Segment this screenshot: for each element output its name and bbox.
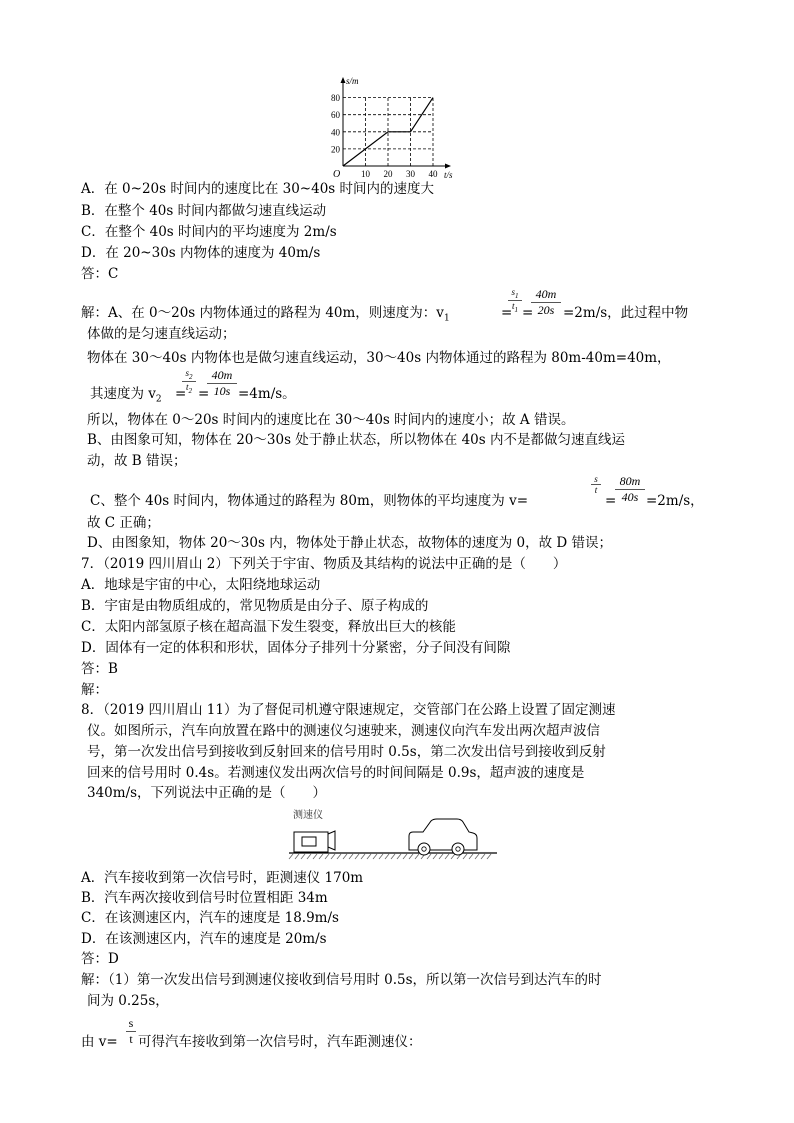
q6-solution-line-6: B、由图象可知，物体在 20～30s 处于静止状态，所以物体在 40s 内不是都做匀速直线运 bbox=[87, 432, 625, 448]
q8-answer: 答：D bbox=[81, 951, 119, 967]
hatch-mark bbox=[319, 854, 323, 859]
q8-stem-line-4: 回来的信号用时 0.4s。若测速仪发出两次信号的时间间隔是 0.9s，超声波的速度是 bbox=[87, 765, 585, 781]
q6-solution-line-2: 体做的是匀速直线运动； bbox=[87, 326, 236, 342]
q6-solution-line-10: D、由图象知，物体 20～30s 内，物体处于静止状态，故物体的速度为 0，故 D 错误； bbox=[87, 535, 612, 551]
q6-sol1-equals-2: = bbox=[522, 305, 534, 321]
q8-option-d: D．在该测速区内，汽车的速度是 20m/s bbox=[81, 931, 327, 947]
q7-solution: 解： bbox=[81, 682, 108, 698]
y-tick-label: 20 bbox=[331, 144, 340, 155]
q7-option-c: C．太阳内部氢原子核在超高温下发生裂变，释放出巨大的核能 bbox=[81, 619, 456, 635]
s-t-graph bbox=[320, 74, 460, 182]
y-axis-arrow bbox=[341, 77, 346, 83]
q8-option-c: C．在该测速区内，汽车的速度是 18.9m/s bbox=[81, 910, 339, 926]
q6-sol4-equals-2: = bbox=[198, 386, 210, 402]
x-axis-label: t/s bbox=[444, 170, 453, 180]
q7-stem: 7．（2019 四川眉山 2）下列关于宇宙、物质及其结构的说法中正确的是（ ） bbox=[81, 556, 567, 572]
hatch-mark bbox=[337, 854, 341, 859]
hatch-mark bbox=[415, 854, 419, 859]
hatch-mark bbox=[469, 854, 473, 859]
hatch-mark bbox=[487, 854, 491, 859]
q8-stem-line-3: 号，第一次发出信号到接收到反射回来的信号用时 0.5s，第二次发出信号到接收到反射 bbox=[87, 744, 606, 760]
hatch-mark bbox=[379, 854, 383, 859]
hatch-mark bbox=[475, 854, 479, 859]
q8-stem-line-1: 8．（2019 四川眉山 11）为了督促司机遵守限速规定，交管部门在公路上设置了固定测速 bbox=[81, 702, 616, 718]
fraction-s1-over-t1: $s_1$ $t_1$ bbox=[508, 287, 522, 314]
hatch-mark bbox=[481, 854, 485, 859]
q6-sol8-post: =2m/s， bbox=[646, 493, 704, 509]
hatch-mark bbox=[451, 854, 455, 859]
q6-sol1-post: =2m/s，此过程中物 bbox=[563, 305, 689, 321]
q6-sol4-post: =4m/s。 bbox=[238, 386, 296, 402]
q6-sol1-equals-1: = bbox=[501, 305, 513, 321]
q7-option-a: A．地球是宇宙的中心，太阳绕地球运动 bbox=[81, 577, 321, 593]
x-tick-label: 20 bbox=[383, 169, 393, 179]
y-tick-label: 60 bbox=[331, 110, 340, 121]
hatch-mark bbox=[397, 854, 401, 859]
hatch-mark bbox=[391, 854, 395, 859]
hatch-mark bbox=[325, 854, 329, 859]
q6-sol8-equals: = bbox=[605, 493, 617, 509]
x-tick-label: 30 bbox=[406, 169, 415, 179]
x-axis-arrow bbox=[445, 164, 451, 169]
q6-solution-line-5: 所以，物体在 0～20s 时间内的速度比在 30～40s 时间内的速度小；故 A 错误。 bbox=[87, 412, 575, 428]
fraction-40m-over-10s: 40m 10s bbox=[207, 368, 237, 399]
origin-label: O bbox=[333, 169, 341, 180]
q6-solution-line-3: 物体在 30～40s 内物体也是做匀速直线运动，30～40s 内物体通过的路程为 80m-40m=40m， bbox=[87, 350, 671, 366]
q6-solution-line-9: 故 C 正确； bbox=[87, 515, 160, 531]
hatch-mark bbox=[349, 854, 353, 859]
q8-solution-line-1: 解：（1）第一次发出信号到测速仪接收到信号用时 0.5s，所以第一次信号到达汽车的时 bbox=[81, 972, 602, 988]
hatch-mark bbox=[403, 854, 407, 859]
hatch-mark bbox=[463, 854, 467, 859]
y-tick-label: 40 bbox=[331, 127, 340, 138]
hatch-mark bbox=[343, 854, 347, 859]
q6-option-c: C．在整个 40s 时间内的平均速度为 2m/s bbox=[81, 224, 337, 240]
hatch-mark bbox=[367, 854, 371, 859]
camera-lens bbox=[328, 831, 335, 850]
q6-option-d: D．在 20~30s 内物体的速度为 40m/s bbox=[81, 245, 321, 261]
fraction-40m-over-20s: 40m 20s bbox=[531, 287, 561, 318]
x-tick-label: 10 bbox=[361, 169, 370, 179]
fraction-s2-over-t2: $s_2$ $t_2$ bbox=[182, 368, 196, 395]
y-tick-label: 80 bbox=[331, 93, 340, 104]
q6-option-b: B．在整个 40s 时间内都做匀速直线运动 bbox=[81, 203, 327, 219]
q8-option-a: A．汽车接收到第一次信号时，距测速仪 170m bbox=[81, 870, 364, 886]
q8-option-b: B．汽车两次接收到信号时位置相距 34m bbox=[81, 890, 328, 906]
q8-solution-line-3-post: 可得汽车接收到第一次信号时，汽车距测速仪： bbox=[138, 1034, 422, 1050]
hatch-mark bbox=[439, 854, 443, 859]
q6-solution-line-7: 动，故 B 错误； bbox=[87, 453, 187, 469]
q8-stem-line-2: 仪。如图所示，汽车向放置在路中的测速仪匀速驶来，测速仪向汽车发出两次超声波信 bbox=[87, 723, 600, 739]
q6-sol4-equals-1: = bbox=[175, 386, 187, 402]
hatch-mark bbox=[385, 854, 389, 859]
speed-camera-label: 测速仪 bbox=[293, 810, 323, 821]
q6-option-a: A．在 0~20s 时间内的速度比在 30~40s 时间内的速度大 bbox=[81, 181, 435, 197]
q7-option-b: B．宇宙是由物质组成的，常见物质是由分子、原子构成的 bbox=[81, 598, 429, 614]
q7-option-d: D．固体有一定的体积和形状，固体分子排列十分紧密，分子间没有间隙 bbox=[81, 640, 511, 656]
hatch-mark bbox=[373, 854, 377, 859]
q8-stem-line-5: 340m/s，下列说法中正确的是（ ） bbox=[87, 785, 327, 801]
fraction-80m-over-40s: 80m 40s bbox=[615, 474, 645, 505]
hatch-mark bbox=[295, 854, 299, 859]
q6-solution-line-8: C、整个 40s 时间内，物体通过的路程为 80m，则物体的平均速度为 v= bbox=[90, 493, 529, 509]
q8-solution-line-2: 间为 0.25s， bbox=[87, 993, 169, 1009]
hatch-mark bbox=[361, 854, 365, 859]
hatch-mark bbox=[289, 854, 293, 859]
hatch-mark bbox=[313, 854, 317, 859]
hatch-mark bbox=[427, 854, 431, 859]
q8-solution-line-3-pre: 由 v= bbox=[81, 1034, 118, 1050]
hatch-mark bbox=[445, 854, 449, 859]
hatch-mark bbox=[331, 854, 335, 859]
q6-answer: 答：C bbox=[81, 266, 119, 282]
hatch-mark bbox=[307, 854, 311, 859]
q6-solution-line-1: 解：A、在 0～20s 内物体通过的路程为 40m，则速度为：$v_1$ bbox=[81, 305, 450, 324]
fraction-s-over-t-q8: s t bbox=[126, 1016, 136, 1047]
hatch-mark bbox=[409, 854, 413, 859]
y-axis-label: s/m bbox=[346, 76, 359, 86]
hatch-mark bbox=[433, 854, 437, 859]
q7-answer: 答：B bbox=[81, 661, 118, 677]
x-tick-label: 40 bbox=[428, 169, 438, 179]
hatch-mark bbox=[355, 854, 359, 859]
speed-camera-figure bbox=[285, 804, 503, 864]
q6-solution-line-4: 其速度为 $v_2$ bbox=[90, 386, 162, 405]
fraction-s-over-t: s t bbox=[591, 474, 601, 495]
hatch-mark bbox=[301, 854, 305, 859]
